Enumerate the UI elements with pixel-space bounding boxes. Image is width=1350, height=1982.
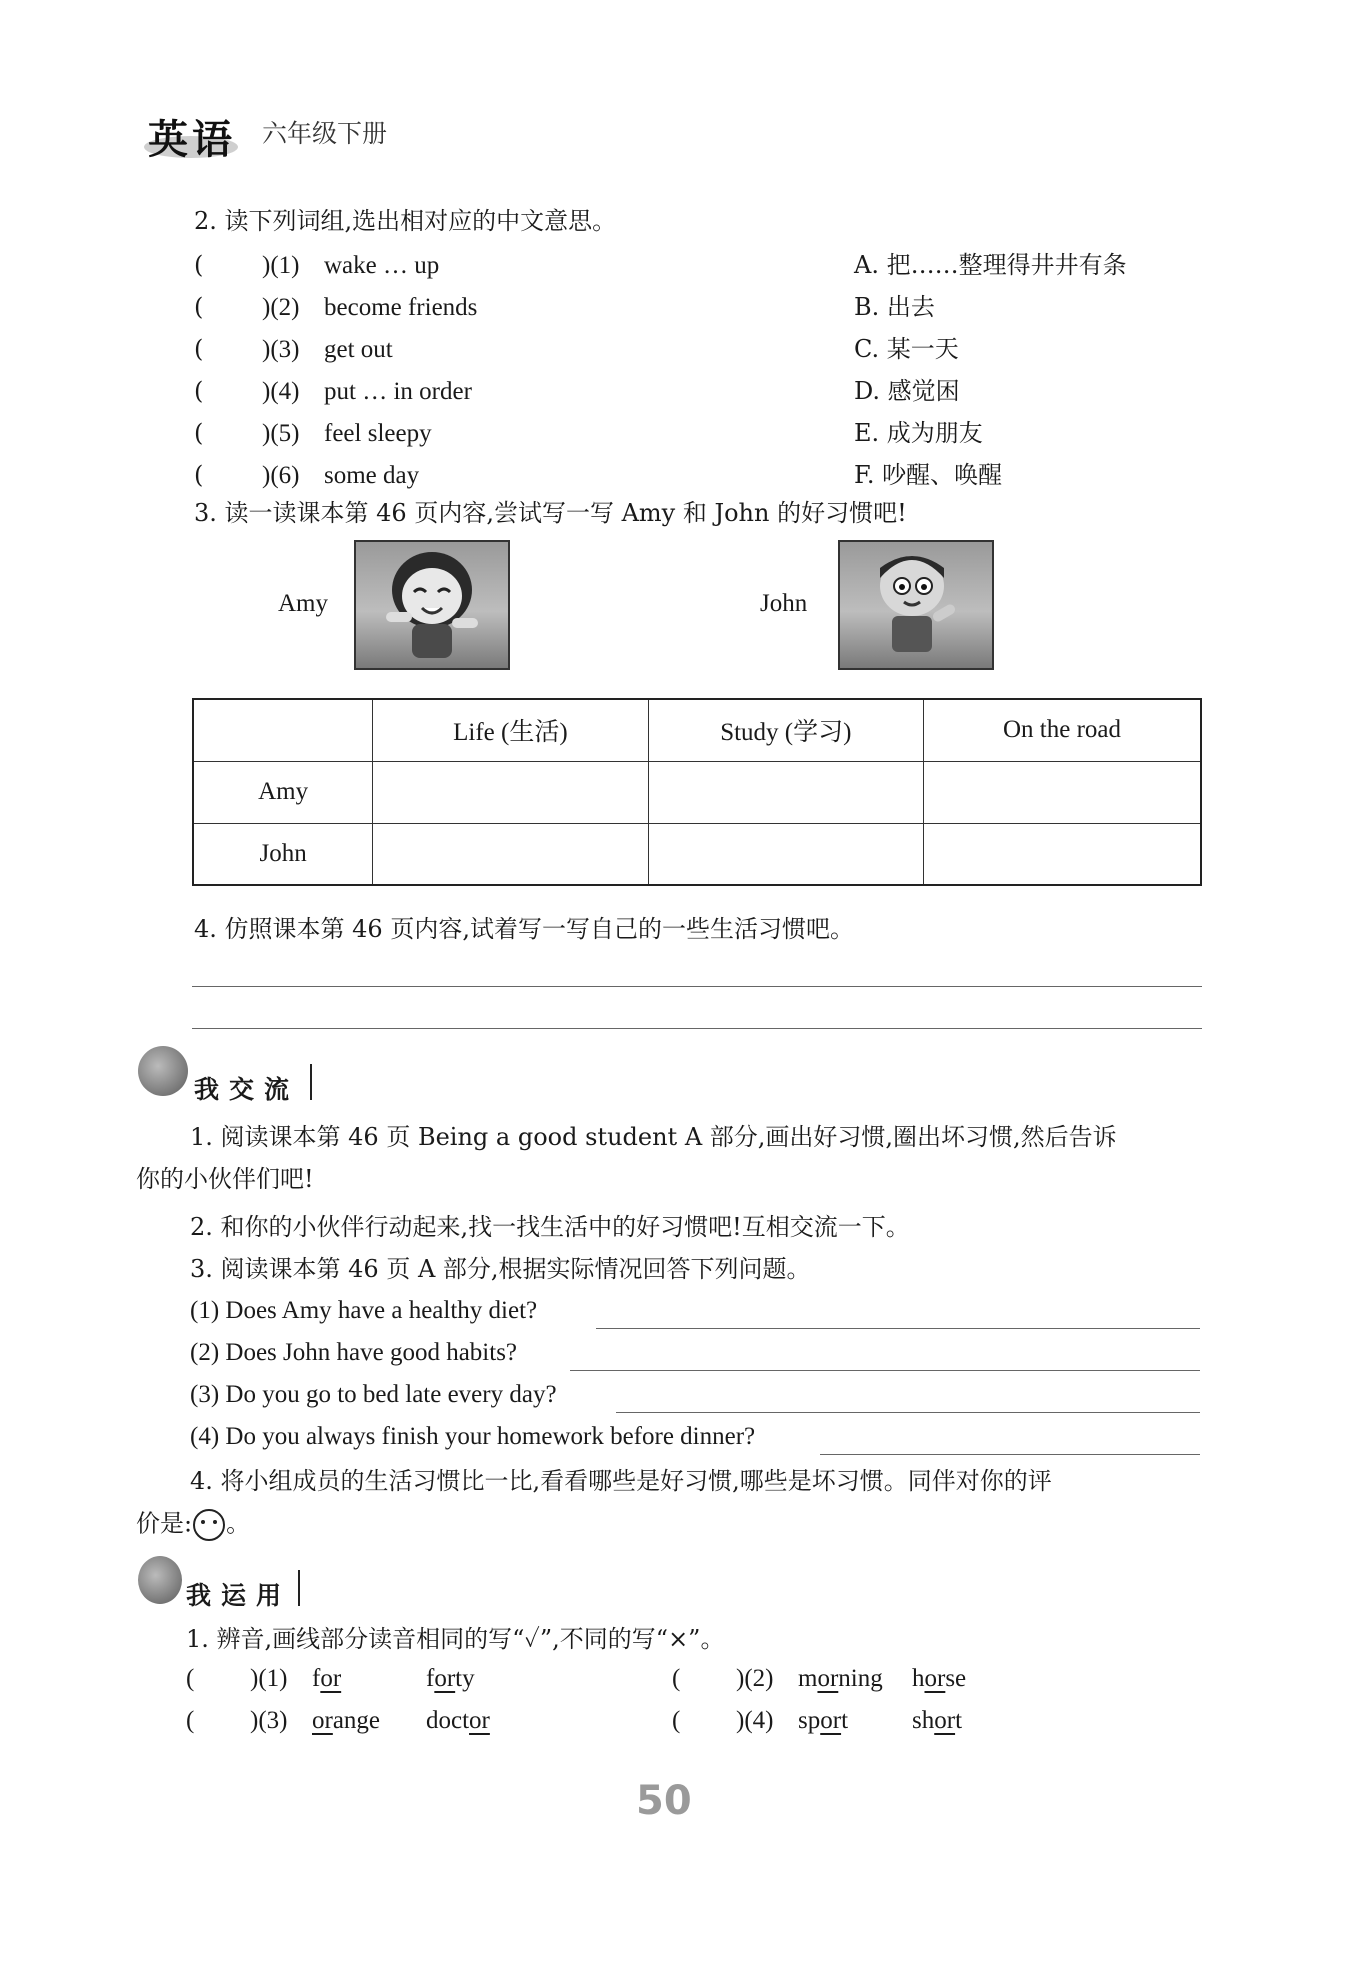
table-cell[interactable] — [648, 823, 923, 885]
amy-picture — [354, 540, 510, 670]
word-two: short — [912, 1707, 963, 1734]
table-row-label: Amy — [193, 761, 373, 823]
item-phrase: some day — [324, 462, 420, 489]
option-item: F. 吵醒、唤醒 — [854, 461, 1003, 489]
word-one: morning — [798, 1665, 883, 1692]
item-number: )(2) — [262, 294, 300, 321]
section-heading-exchange: 我交流 — [194, 1075, 300, 1104]
word-one: sport — [798, 1707, 849, 1734]
table-cell[interactable] — [648, 761, 923, 823]
list-item — [186, 1706, 490, 1736]
answer-paren[interactable]: ( — [194, 419, 204, 447]
answer-paren[interactable]: ( — [194, 461, 204, 489]
answer-line[interactable] — [192, 1028, 1202, 1029]
q3-title: 3. 读一读课本第 46 页内容,尝试写一写 Amy 和 John 的好习惯吧! — [194, 499, 907, 527]
table-header-study: Study (学习) — [648, 699, 923, 761]
word-one: orange — [312, 1707, 381, 1734]
section-heading-apply: 我运用 — [186, 1581, 292, 1610]
exchange-q2: 2. 和你的小伙伴行动起来,找一找生活中的好习惯吧!互相交流一下。 — [190, 1213, 910, 1241]
section-divider — [310, 1064, 312, 1100]
list-item — [194, 376, 472, 407]
item-phrase: get out — [324, 336, 393, 363]
question-1: (1) Does Amy have a healthy diet? — [190, 1297, 538, 1324]
item-number: )(6) — [262, 462, 300, 489]
list-item — [194, 334, 393, 365]
table-row-label: John — [193, 823, 373, 885]
grade-label: 六年级下册 — [262, 119, 388, 148]
mascot-icon — [138, 1556, 182, 1604]
list-item — [672, 1664, 966, 1694]
item-number: )(3) — [250, 1707, 288, 1734]
exchange-q4-line1: 4. 将小组成员的生活习惯比一比,看看哪些是好习惯,哪些是坏习惯。同伴对你的评 — [190, 1467, 1052, 1495]
q4-title: 4. 仿照课本第 46 页内容,试着写一写自己的一些生活习惯吧。 — [194, 915, 854, 943]
option-item: E. 成为朋友 — [854, 419, 983, 447]
section-divider — [298, 1570, 300, 1606]
answer-line[interactable] — [570, 1370, 1200, 1371]
john-picture — [838, 540, 994, 670]
exchange-q1-line2: 你的小伙伴们吧! — [136, 1165, 314, 1193]
table-header-row — [193, 699, 1201, 761]
question-3: (3) Do you go to bed late every day? — [190, 1381, 557, 1408]
table-header-cell — [193, 699, 373, 761]
list-item — [672, 1706, 962, 1736]
answer-paren[interactable]: ( — [186, 1707, 195, 1734]
answer-paren[interactable]: ( — [672, 1665, 681, 1692]
answer-paren[interactable]: ( — [194, 335, 204, 363]
item-number: )(2) — [736, 1665, 774, 1692]
item-phrase: put … in order — [324, 378, 472, 405]
exchange-q4-line2 — [136, 1508, 250, 1542]
item-phrase: become friends — [324, 294, 478, 321]
q2-title: 2. 读下列词组,选出相对应的中文意思。 — [194, 207, 617, 235]
word-one: for — [312, 1665, 342, 1692]
item-number: )(3) — [262, 336, 300, 363]
face-icon[interactable] — [192, 1508, 226, 1542]
table-header-life: Life (生活) — [373, 699, 648, 761]
page-number: 50 — [636, 1778, 692, 1824]
question-2: (2) Does John have good habits? — [190, 1339, 518, 1366]
word-two: forty — [426, 1665, 475, 1692]
item-number: )(5) — [262, 420, 300, 447]
question-4: (4) Do you always finish your homework before dinner? — [190, 1423, 756, 1450]
exchange-q4-prefix: 价是: — [136, 1509, 193, 1538]
table-cell[interactable] — [924, 761, 1201, 823]
exchange-q1-line1: 1. 阅读课本第 46 页 Being a good student A 部分,画出好习惯,圈出坏习惯,然后告诉 — [190, 1123, 1117, 1151]
table-cell[interactable] — [373, 823, 648, 885]
exchange-q3: 3. 阅读课本第 46 页 A 部分,根据实际情况回答下列问题。 — [190, 1255, 811, 1283]
answer-paren[interactable]: ( — [194, 377, 204, 405]
item-number: )(1) — [250, 1665, 288, 1692]
option-item: A. 把……整理得井井有条 — [854, 251, 1127, 279]
option-item: D. 感觉困 — [854, 377, 960, 405]
apply-q1-title: 1. 辨音,画线部分读音相同的写“✓”,不同的写“×”。 — [186, 1625, 725, 1653]
list-item — [186, 1664, 475, 1694]
exchange-q4-suffix: 。 — [226, 1509, 251, 1538]
answer-paren[interactable]: ( — [672, 1707, 681, 1734]
john-label: John — [760, 590, 808, 617]
answer-line[interactable] — [596, 1328, 1200, 1329]
answer-line[interactable] — [616, 1412, 1200, 1413]
item-number: )(1) — [262, 252, 300, 279]
table-cell[interactable] — [373, 761, 648, 823]
list-item — [194, 418, 432, 449]
table-row — [193, 761, 1201, 823]
table-header-road: On the road — [924, 699, 1201, 761]
answer-line[interactable] — [192, 986, 1202, 987]
item-number: )(4) — [736, 1707, 774, 1734]
subject-title: 英语 — [148, 117, 236, 163]
item-number: )(4) — [262, 378, 300, 405]
table-cell[interactable] — [924, 823, 1201, 885]
list-item — [194, 460, 419, 491]
answer-paren[interactable]: ( — [194, 251, 204, 279]
answer-paren[interactable]: ( — [194, 293, 204, 321]
word-two: doctor — [426, 1707, 490, 1734]
item-phrase: feel sleepy — [324, 420, 432, 447]
option-item: C. 某一天 — [854, 335, 959, 363]
item-phrase: wake … up — [324, 252, 440, 279]
habits-table — [192, 698, 1202, 886]
word-two: horse — [912, 1665, 967, 1692]
table-row — [193, 823, 1201, 885]
amy-label: Amy — [278, 590, 328, 617]
option-item: B. 出去 — [854, 293, 935, 321]
mascot-icon — [138, 1046, 188, 1096]
list-item — [194, 292, 477, 323]
answer-line[interactable] — [820, 1454, 1200, 1455]
list-item — [194, 250, 439, 281]
answer-paren[interactable]: ( — [186, 1665, 195, 1692]
